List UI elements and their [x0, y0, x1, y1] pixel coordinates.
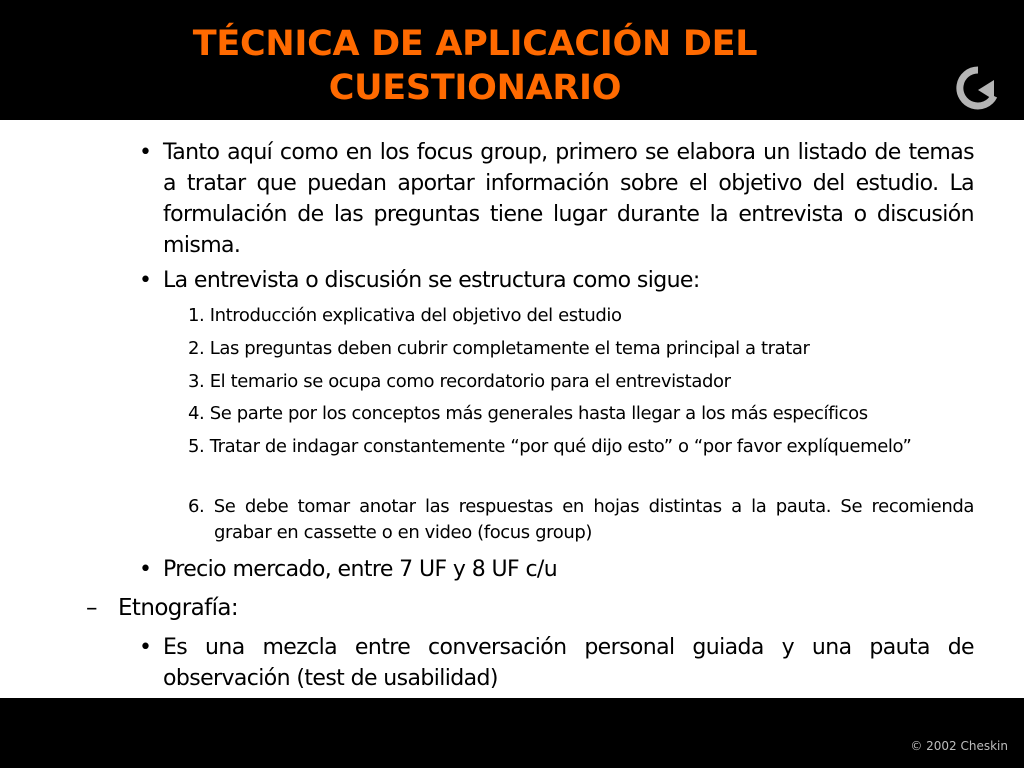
bullet-marker: •: [139, 635, 152, 660]
dash-marker: –: [86, 595, 97, 621]
bullet-item: [139, 137, 974, 261]
bullet-text: Tanto aquí como en los focus group, primero se elabora un listado de temas a tratar que puedan aportar información sobre el objetivo del estudio. La formulación de las preguntas tiene lugar durante la entrevista o discusión misma.: [163, 140, 974, 258]
step-text: 2. Las preguntas deben cubrir completamente el tema principal a tratar: [188, 338, 810, 359]
cheskin-logo-icon: [956, 66, 1000, 110]
step-item: [188, 336, 974, 362]
bullet-text: La entrevista o discusión se estructura como sigue:: [163, 268, 700, 293]
slide-title: TÉCNICA DE APLICACIÓN DEL CUESTIONARIO: [192, 24, 758, 108]
bullet-item: [139, 632, 974, 694]
footer-bar: [0, 698, 1024, 768]
step-text: 4. Se parte por los conceptos más generales hasta llegar a los más específicos: [188, 403, 868, 424]
step-item: [188, 434, 974, 460]
copyright-text: © 2002 Cheskin: [910, 739, 1008, 753]
bullet-marker: •: [139, 268, 152, 293]
step-item: [188, 494, 974, 546]
bullet-item: [139, 265, 974, 296]
step-text: 3. El temario se ocupa como recordatorio para el entrevistador: [188, 371, 731, 392]
step-item: [188, 303, 974, 329]
title-bar: [0, 0, 1024, 120]
bullet-marker: •: [139, 557, 152, 582]
step-text: 6. Se debe tomar anotar las respuestas en hojas distintas a la pauta. Se recomienda grabar en cassette o en video (focus group): [188, 496, 974, 543]
step-text: 5. Tratar de indagar constantemente “por qué dijo esto” o “por favor explíquemelo”: [188, 436, 912, 457]
bullet-text: Es una mezcla entre conversación personal guiada y una pauta de observación (test de usabilidad): [163, 635, 974, 691]
step-item: [188, 369, 974, 395]
slide-body: [0, 120, 1024, 698]
step-item: [188, 401, 974, 427]
step-text: 1. Introducción explicativa del objetivo del estudio: [188, 305, 622, 326]
bullet-text: Precio mercado, entre 7 UF y 8 UF c/u: [163, 557, 558, 582]
bullet-item: [139, 554, 974, 585]
bullet-marker: •: [139, 140, 152, 165]
section-text: Etnografía:: [118, 595, 239, 621]
section-heading: [86, 593, 974, 624]
